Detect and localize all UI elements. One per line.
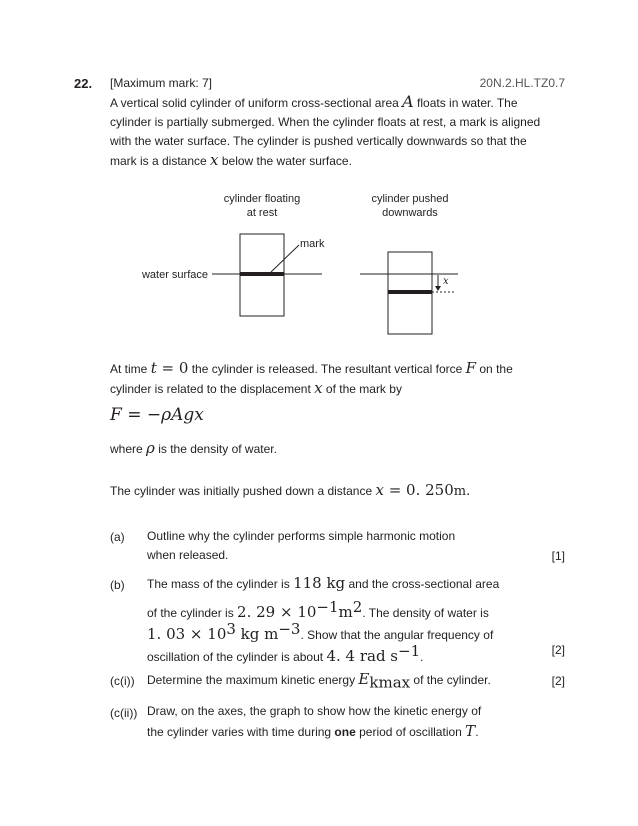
- part-ci-text: Determine the maximum kinetic energy $E_{kmax}$ of the cylinder.: [147, 670, 491, 692]
- label-water-surface: water surface: [141, 269, 208, 281]
- part-a-marks: [1]: [551, 549, 565, 563]
- intro-line-1: A vertical solid cylinder of uniform cross-sectional area A floats in water. The: [110, 92, 518, 111]
- part-cii-line-2: the cylinder varies with time during one period of oscillation T.: [147, 722, 479, 740]
- related-line: cylinder is related to the displacement x of the mark by: [110, 379, 402, 397]
- intro-line-4: mark is a distance x below the water surface.: [110, 151, 352, 169]
- part-a-line-2: when released.: [147, 548, 229, 562]
- label-pushed-2: downwards: [382, 207, 438, 219]
- part-b-label: (b): [110, 578, 125, 592]
- part-cii-label: (c(ii)): [110, 706, 138, 720]
- displacement-arrow-head: [435, 286, 441, 291]
- label-x: x: [443, 276, 449, 287]
- part-ci-label: (c(i)): [110, 674, 135, 688]
- initial-displacement-line: The cylinder was initially pushed down a distance x = 0. 250m.: [110, 481, 471, 499]
- intro-line-2: cylinder is partially submerged. When the cylinder floats at rest, a mark is aligned: [110, 115, 541, 129]
- label-pushed-1: cylinder pushed: [371, 193, 449, 205]
- part-b-line-1: The mass of the cylinder is 118 kg and the cross-sectional area: [147, 574, 500, 592]
- cylinder-diagram: [0, 0, 638, 360]
- part-b-line-4: oscillation of the cylinder is about 4. 4 rad $s^{-1}$.: [147, 642, 424, 665]
- release-line: At time t = 0 the cylinder is released. The resultant vertical force F on the: [110, 359, 513, 377]
- force-equation: F = −ρAgx: [110, 405, 204, 425]
- mark-pointer: [271, 245, 299, 272]
- part-cii-line-1: Draw, on the axes, the graph to show how the kinetic energy of: [147, 704, 482, 718]
- part-a-line-1: Outline why the cylinder performs simple harmonic motion: [147, 529, 456, 543]
- density-line: where ρ is the density of water.: [110, 439, 277, 457]
- part-b-line-3: 1. $03 \times 10^3$ kg $m^{-3}$. Show that the angular frequency of: [147, 620, 494, 643]
- label-floating-1: cylinder floating: [223, 193, 301, 205]
- part-ci-marks: [2]: [551, 674, 565, 688]
- part-a-label: (a): [110, 530, 125, 544]
- part-b-line-2: of the cylinder is 2. $29 \times 10^{-1}m^2$. The density of water is: [147, 598, 489, 621]
- part-b-marks: [2]: [551, 643, 565, 657]
- question-number: 22.: [74, 76, 93, 91]
- intro-line-3: with the water surface. The cylinder is pushed vertically downwards so that the: [110, 134, 527, 148]
- maximum-mark: [Maximum mark: 7]: [110, 76, 213, 90]
- question-code: 20N.2.HL.TZ0.7: [479, 76, 565, 90]
- label-floating-2: at rest: [246, 207, 278, 219]
- label-mark: mark: [300, 238, 325, 250]
